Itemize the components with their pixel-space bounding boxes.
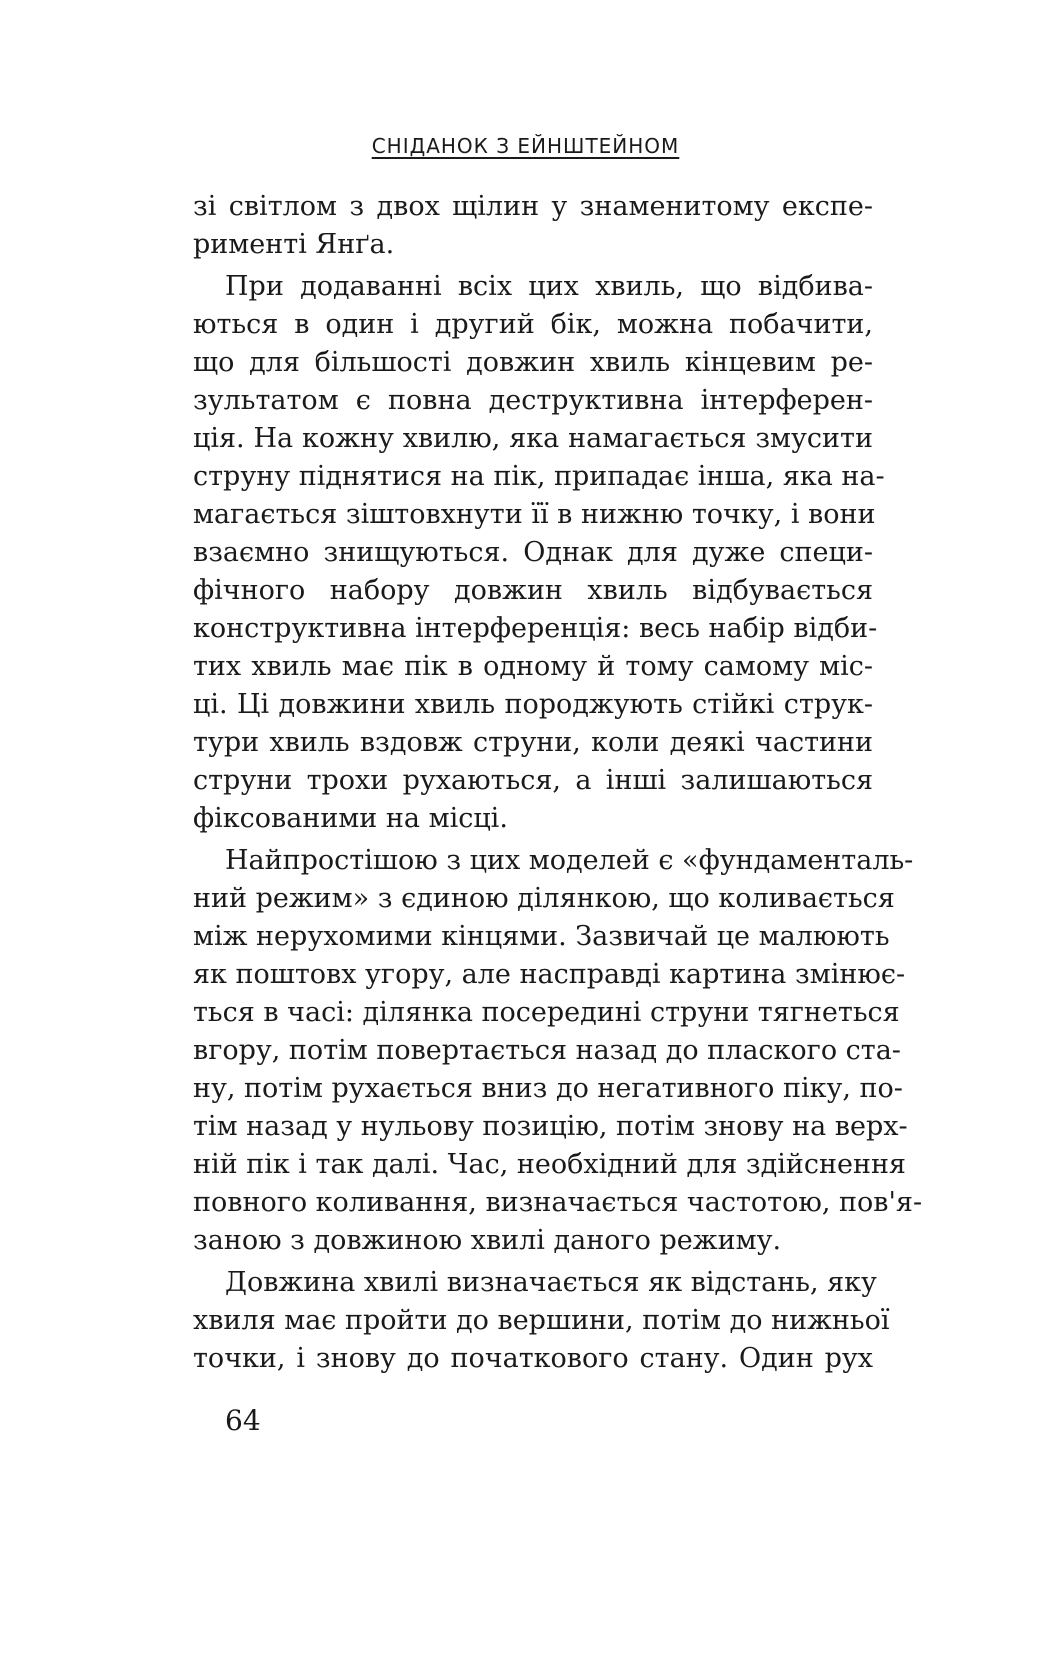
- text-line: Довжина хвилі визначається як відстань, яку: [225, 1267, 877, 1298]
- text-line: повного коливання, визначається частотою, пов'я-: [193, 1187, 923, 1218]
- text-line: ну, потім рухається вниз до негативного піку, по-: [193, 1073, 903, 1104]
- text-line: тури хвиль вздовж струни, коли деякі частини: [193, 727, 873, 758]
- text-line: що для більшості довжин хвиль кінцевим ре-: [193, 347, 873, 378]
- text-line: зі світлом з двох щілин у знаменитому експе-: [193, 191, 873, 222]
- text-line: струни трохи рухаються, а інші залишаються: [193, 765, 873, 796]
- text-line: фіксованими на місці.: [193, 803, 508, 834]
- running-head: СНІДАНОК З ЕЙНШТЕЙНОМ: [371, 134, 680, 158]
- text-line: точки, і знову до початкового стану. Один рух: [193, 1343, 873, 1374]
- body-text: [193, 188, 923, 1378]
- text-line: При додаванні всіх цих хвиль, що відбива-: [225, 271, 873, 302]
- text-line: рименті Янґа.: [193, 229, 395, 260]
- text-line: магається зіштовхнути її в нижню точку, і вони: [193, 499, 876, 530]
- text-line: фічного набору довжин хвиль відбувається: [193, 575, 873, 606]
- text-line: ній пік і так далі. Час, необхідний для здійснення: [193, 1149, 906, 1180]
- text-line: струну піднятися на пік, припадає інша, яка на-: [193, 461, 885, 492]
- text-line: тім назад у нульову позицію, потім знову на верх-: [193, 1111, 908, 1142]
- text-line: зультатом є повна деструктивна інтерферен-: [193, 385, 873, 416]
- text-line: заною з довжиною хвилі даного режиму.: [193, 1225, 782, 1256]
- text-line: ція. На кожну хвилю, яка намагається змусити: [193, 423, 873, 454]
- text-line: Найпростішою з цих моделей є «фундаменталь-: [225, 845, 914, 876]
- text-line: ються в один і другий бік, можна побачити,: [193, 309, 873, 340]
- page-number: 64: [225, 1404, 261, 1437]
- text-line: ний режим» з єдиною ділянкою, що коливається: [193, 883, 895, 914]
- text-line: як поштовх угору, але насправді картина змінює-: [193, 959, 906, 990]
- text-line: вгору, потім повертається назад до плаского ста-: [193, 1035, 901, 1066]
- text-line: тих хвиль має пік в одному й тому самому міс-: [193, 651, 873, 682]
- text-line: між нерухомими кінцями. Зазвичай це малюють: [193, 921, 890, 952]
- text-line: ться в часі: ділянка посередині струни тягнеться: [193, 997, 900, 1028]
- text-line: взаємно знищуються. Однак для дуже специ-: [193, 537, 873, 568]
- text-line: хвиля має пройти до вершини, потім до нижньої: [193, 1305, 890, 1336]
- text-line: конструктивна інтерференція: весь набір відби-: [193, 613, 878, 644]
- text-line: ці. Ці довжини хвиль породжують стійкі струк-: [193, 689, 873, 720]
